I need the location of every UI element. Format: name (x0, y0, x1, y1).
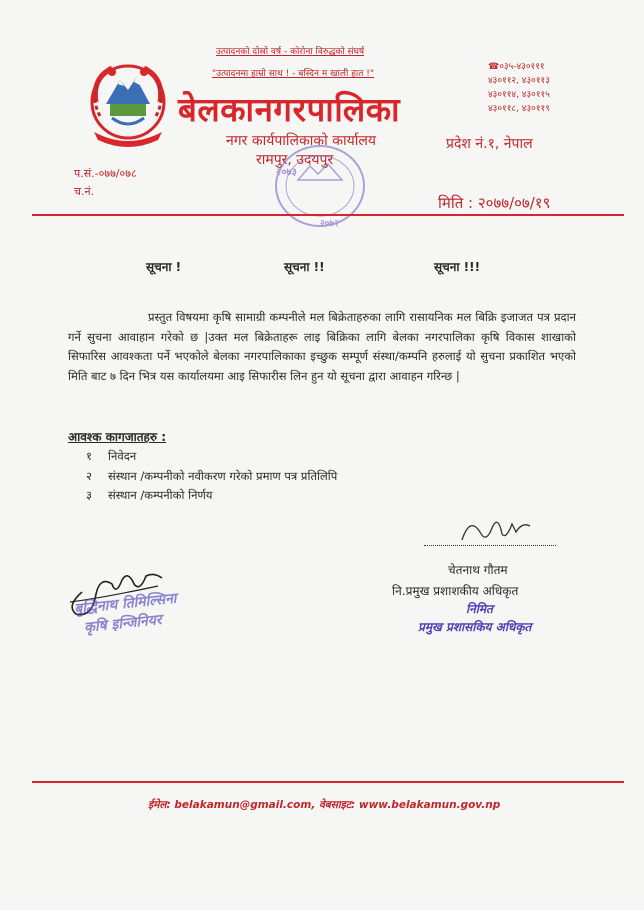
reference-number: प.सं.-०७७/०७८ (74, 167, 137, 180)
header-divider (32, 214, 624, 216)
signatory-post: नि.प्रमुख प्रशाशकीय अधिकृत (392, 584, 519, 598)
phone-numbers (488, 60, 550, 116)
item-number: १ (86, 449, 92, 463)
notice-heading-2: सूचना !! (284, 260, 325, 274)
phone-line: ४३०११४, ४३०११५ (488, 90, 550, 100)
list-item (86, 467, 337, 487)
list-item (86, 486, 337, 506)
province-label: प्रदेश नं.१, नेपाल (446, 136, 533, 152)
item-text: निवेदन (108, 449, 137, 463)
office-name: नगर कार्यपालिकाको कार्यालय (226, 133, 376, 149)
list-item (86, 447, 337, 467)
notice-heading-3: सूचना !!! (434, 260, 481, 274)
item-number: ३ (86, 488, 92, 502)
slogan-line-1: उत्पादनको दोस्रो वर्ष - कोरोना विरुद्धको संघर्ष (216, 47, 365, 57)
signatory-stamp-line-2: प्रमुख प्रशासकिय अधिकृत (418, 620, 532, 634)
reference-block (74, 165, 137, 201)
footer-divider (32, 781, 624, 783)
phone-line: ४३०११२, ४३०११३ (488, 76, 550, 86)
office-location: रामपुर, उदयपुर (256, 152, 334, 168)
dispatch-number: च.नं. (74, 185, 95, 198)
seal-year: २०७३ (276, 167, 297, 178)
item-text: संस्थान /कम्पनीको नवीकरण गरेको प्रमाण पत्र प्रतिलिपि (108, 468, 338, 483)
requirements-list (86, 447, 337, 506)
left-stamp-line-2: कृषि इन्जिनियर (83, 611, 163, 637)
signature-scribble (456, 510, 536, 550)
letterhead-title: बेलकानगरपालिका (178, 90, 401, 129)
notice-body: प्रस्तुत विषयमा कृषि सामाग्री कम्पनीले मल बिक्रेताहरुका लागि रासायनिक मल बिक्रि इजाजत पत्र प्रदान गर्ने सुचना आवाहान गरेको छ |उक्त मल बिक्रेताहरू लाइ बिक्रिका लागि बेलका नगरपालिका कृषि विकास शाखाको सिफारिस आवश्कता पर्ने भएकोले बेलका नगरपालिकाका इच्छुक सम्पूर्ण संस्था/कम्पनि हरुलाई यो सुचना प्रकाशित भएको मिति बाट ७ दिन भित्र यस कार्यालयमा आइ सिफारीस लिन हुन यो सूचना द्वारा आवाहन गरिन्छ | (68, 310, 576, 383)
signature-line (424, 545, 556, 546)
phone-line: ४३०११८, ४३०११९ (488, 104, 550, 114)
item-text: संस्थान /कम्पनीको निर्णय (108, 488, 213, 502)
phone-line: ☎०३५-४३०१११ (488, 62, 545, 72)
seal-year-bottom: २०७२ (320, 219, 339, 229)
left-stamp-line-1: बुद्धिनाथ तिमिल्सिना (73, 590, 178, 618)
item-number: २ (86, 468, 92, 483)
requirements-heading: आवश्क कागजातहरु : (68, 430, 167, 444)
signatory-stamp-line-1: निमित (466, 602, 493, 616)
office-seal-stamp (258, 140, 370, 232)
footer-contact: ईमेल: belakamun@gmail.com, वेबसाइट: www.belakamun.gov.np (148, 799, 501, 811)
notice-heading-1: सूचना ! (146, 260, 182, 274)
letter-date: मिति : २०७७/०७/१९ (438, 194, 551, 212)
municipality-emblem (82, 58, 174, 150)
signatory-name: चेतनाथ गौतम (448, 563, 508, 577)
slogan-line-2: "उत्पादनमा हाम्रो साथ ! - बस्दिन म खाली हात !" (212, 69, 374, 79)
